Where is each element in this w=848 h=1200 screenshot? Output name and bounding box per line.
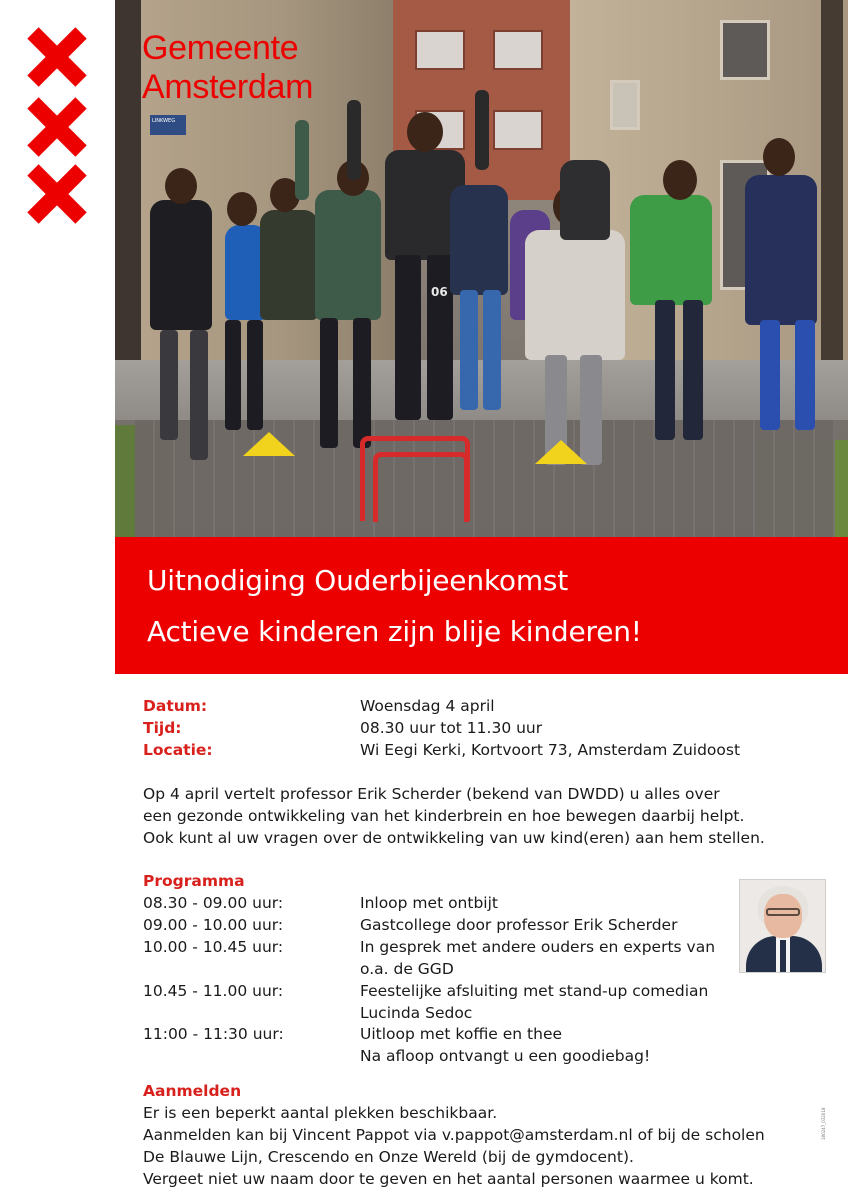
title-banner xyxy=(115,537,848,674)
programma-time: 10.45 - 11.00 uur: xyxy=(143,982,284,1000)
detail-label-datum: Datum: xyxy=(143,697,208,715)
programma-activity: Inloop met ontbijt xyxy=(360,894,498,912)
aanmelden-line: Aanmelden kan bij Vincent Pappot via v.pappot@amsterdam.nl of bij de scholen xyxy=(143,1126,765,1144)
child-figure xyxy=(525,230,625,360)
aanmelden-line: De Blauwe Lijn, Crescendo en Onze Wereld (bij de gymdocent). xyxy=(143,1148,634,1166)
detail-value-datum: Woensdag 4 april xyxy=(360,697,495,715)
tree-trunk xyxy=(115,0,141,420)
hurdle xyxy=(373,452,469,522)
detail-value-locatie: Wi Eegi Kerki, Kortvoort 73, Amsterdam Zuidoost xyxy=(360,741,741,759)
detail-value-tijd: 08.30 uur tot 11.30 uur xyxy=(360,719,543,737)
amsterdam-cross-icon xyxy=(29,29,85,85)
child-figure xyxy=(150,200,212,330)
aanmelden-heading: Aanmelden xyxy=(143,1082,242,1100)
amsterdam-cross-icon xyxy=(29,99,85,155)
page-title: Uitnodiging Ouderbijeenkomst xyxy=(147,564,569,597)
programma-activity: Lucinda Sedoc xyxy=(360,1004,473,1022)
footer-code: 180247_032018 xyxy=(821,1107,826,1140)
child-figure xyxy=(450,185,508,295)
amsterdam-cross-icon xyxy=(29,166,85,222)
programma-activity: Na afloop ontvangt u een goodiebag! xyxy=(360,1047,651,1065)
street-sign: LINKWEG xyxy=(150,115,186,135)
child-figure xyxy=(630,195,712,305)
child-figure xyxy=(315,190,381,320)
programma-time: 11:00 - 11:30 uur: xyxy=(143,1025,284,1043)
programma-activity: o.a. de GGD xyxy=(360,960,454,978)
intro-line: Ook kunt al uw vragen over de ontwikkeling van uw kind(eren) aan hem stellen. xyxy=(143,829,765,847)
programma-heading: Programma xyxy=(143,872,245,890)
logo-column xyxy=(0,0,115,1200)
programma-activity: In gesprek met andere ouders en experts van xyxy=(360,938,716,956)
child-figure xyxy=(560,160,610,240)
page-subtitle: Actieve kinderen zijn blije kinderen! xyxy=(147,615,642,648)
training-cone xyxy=(535,440,587,464)
training-cone xyxy=(243,432,295,456)
detail-label-locatie: Locatie: xyxy=(143,741,213,759)
intro-line: Op 4 april vertelt professor Erik Scherder (bekend van DWDD) u alles over xyxy=(143,785,720,803)
tree-trunk xyxy=(821,0,843,410)
programma-time: 09.00 - 10.00 uur: xyxy=(143,916,284,934)
child-figure xyxy=(260,210,318,320)
shirt-number: 06 xyxy=(431,285,448,299)
programma-activity: Gastcollege door professor Erik Scherder xyxy=(360,916,678,934)
detail-label-tijd: Tijd: xyxy=(143,719,182,737)
speaker-portrait xyxy=(739,879,826,973)
aanmelden-line: Er is een beperkt aantal plekken beschikbaar. xyxy=(143,1104,498,1122)
intro-line: een gezonde ontwikkeling van het kinderbrein en hoe bewegen daarbij helpt. xyxy=(143,807,745,825)
programma-activity: Feestelijke afsluiting met stand-up comedian xyxy=(360,982,709,1000)
child-figure xyxy=(745,175,817,325)
programma-time: 10.00 - 10.45 uur: xyxy=(143,938,284,956)
programma-activity: Uitloop met koffie en thee xyxy=(360,1025,563,1043)
programma-time: 08.30 - 09.00 uur: xyxy=(143,894,284,912)
gemeente-amsterdam-logotype: Gemeente Amsterdam xyxy=(142,29,314,106)
aanmelden-line: Vergeet niet uw naam door te geven en het aantal personen waarmee u komt. xyxy=(143,1170,754,1188)
brick-path xyxy=(135,420,835,537)
